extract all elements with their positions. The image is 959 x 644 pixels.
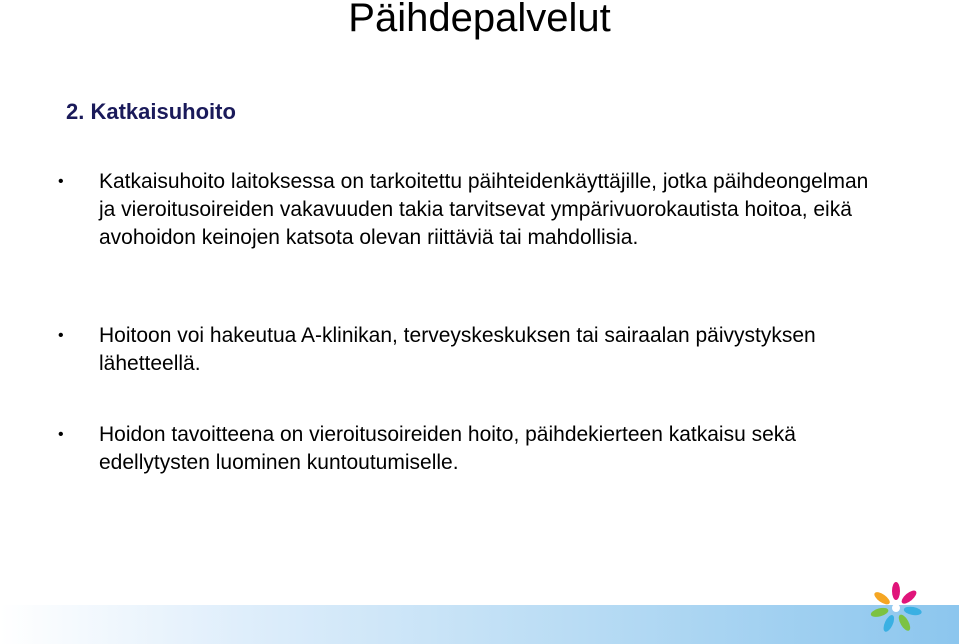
bullet-text: Katkaisuhoito laitoksessa on tarkoitettu päihteidenkäyttäjille, jotka päihdeongelman ja vieroitusoireiden vakavuuden takia tarvitsevat ympärivuorokautista hoitoa, eikä avohoidon keinojen katsota olevan riittäviä tai mahdollisia. (99, 170, 869, 249)
bullet-text: Hoitoon voi hakeutua A-klinikan, terveyskeskuksen tai sairaalan päivystyksen lähetteellä. (99, 324, 816, 375)
bullet-text: Hoidon tavoitteena on vieroitusoireiden hoito, päihdekierteen katkaisu sekä edellytysten luominen kuntoutumiselle. (99, 423, 796, 474)
bullet-icon: • (58, 327, 64, 344)
bullet-icon: • (58, 426, 64, 443)
slide-subtitle: 2. Katkaisuhoito (66, 99, 236, 124)
flower-logo-icon (866, 578, 926, 638)
bullet-item (58, 322, 878, 378)
footer-gradient-bar (0, 605, 959, 644)
bullet-item (58, 168, 878, 252)
slide-title: Päihdepalvelut (348, 0, 611, 40)
bullet-item (58, 421, 878, 477)
bullet-icon: • (58, 173, 64, 190)
